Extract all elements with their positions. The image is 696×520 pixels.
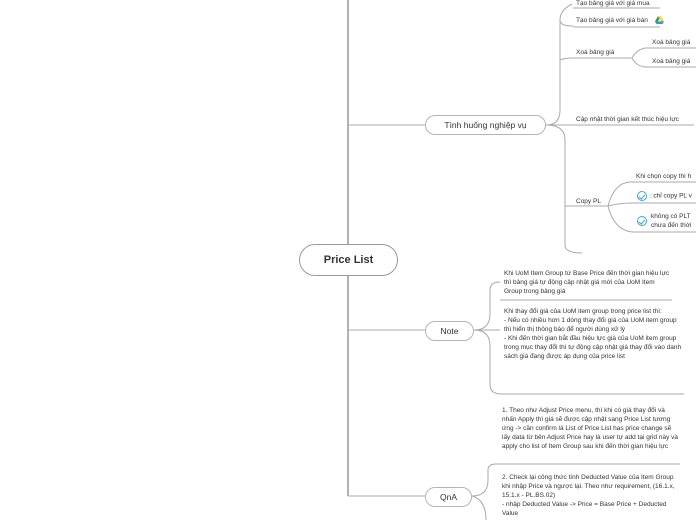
qna-item-2[interactable] xyxy=(502,473,678,518)
subtopic-xoa-bang-gia-2[interactable] xyxy=(652,57,690,66)
topic-label: Xoá bảng giá xyxy=(576,49,615,56)
check-circle-icon xyxy=(637,216,647,226)
note-text: - Nếu có nhiều hơn 1 dòng thay đổi giá của UoM item group thì hiển thị thông báo để người dùng xử lý xyxy=(504,317,677,334)
branch-note[interactable] xyxy=(425,321,474,341)
subtopic-copy-chi-copy[interactable]: □chỉ copy PL v xyxy=(637,191,692,201)
check-circle-icon xyxy=(637,191,647,201)
google-drive-icon[interactable] xyxy=(655,16,664,24)
note-text: Khi thay đổi giá của UoM item group trong price list thì: xyxy=(504,308,662,315)
branch-qna[interactable] xyxy=(425,487,472,507)
note-text: - Khi đến thời gian bắt đầu hiệu lực giá của UoM item group trong mục thay đổi thì tự động cập nhật giá thay đổi vào danh sách giá đang được áp dụng của price list xyxy=(504,335,682,361)
branch-label: QnA xyxy=(439,492,457,502)
branch-label: Note xyxy=(440,326,459,336)
topic-label: Xoá bảng giá xyxy=(652,58,691,65)
topic-label: Cập nhật thời gian kết thúc hiệu lực xyxy=(576,116,679,123)
topic-label: Tạo bảng giá với giá mua xyxy=(576,0,650,7)
root-label: Price List xyxy=(323,254,374,266)
subtopic-xoa-bang-gia-1[interactable] xyxy=(652,38,690,47)
qna-text: - nhập Deducted Value -> Price = Base Price + Deducted Value xyxy=(502,501,667,518)
topic-label: Xoá bảng giá xyxy=(652,39,691,46)
branch-tinh-huong-nghiep-vu[interactable] xyxy=(425,115,546,135)
note-item-1[interactable] xyxy=(504,269,674,296)
topic-label: chưa đến thời xyxy=(651,222,692,230)
topic-label: Tạo bảng giá với giá bán xyxy=(576,17,648,24)
qna-item-1[interactable] xyxy=(502,406,678,451)
qna-text: 1. Theo như Adjust Price menu, thì khi có giá thay đổi và nhấn Apply thì giá sẽ được cập nhật sang Price List tương ứng -> cần confirm là List of Price List has price change sẽ lấy data từ bên Adjust Price hay là user tự add tại grid này và apply cho list of Item Group sau khi đến thời gian hiệu lực xyxy=(502,407,678,451)
subtopic-copy-khong-co-plt[interactable] xyxy=(637,212,691,230)
topic-label: chỉ copy PL v xyxy=(653,192,692,200)
qna-text: 2. Check lại công thức tính Deducted Value của Item Group khi nhập Price và ngược lại. Theo như requirement, (16.1.x, 15.1.x - PL.BS.02) xyxy=(502,474,675,500)
note-text: Khi UoM Item Group từ Base Price đến thời gian hiệu lực thì bảng giá tự động cập nhật giá mới của UoM Item Group trong bảng giá xyxy=(504,270,670,296)
subtopic-copy-khi-chon[interactable] xyxy=(636,172,691,181)
topic-tao-bang-gia-mua[interactable] xyxy=(576,0,650,8)
topic-label: Copy PL xyxy=(576,198,601,205)
topic-label: không có PLT xyxy=(651,213,691,220)
topic-cap-nhat-thoi-gian[interactable] xyxy=(576,115,679,124)
topic-copy-pl[interactable] xyxy=(576,197,601,206)
note-item-2[interactable] xyxy=(504,307,682,362)
branch-label: Tình huống nghiệp vụ xyxy=(444,120,527,130)
topic-tao-bang-gia-ban[interactable] xyxy=(576,16,664,25)
root-node[interactable] xyxy=(299,244,398,276)
topic-label: Khi chọn copy thì h xyxy=(636,173,692,180)
topic-xoa-bang-gia[interactable] xyxy=(576,48,614,57)
